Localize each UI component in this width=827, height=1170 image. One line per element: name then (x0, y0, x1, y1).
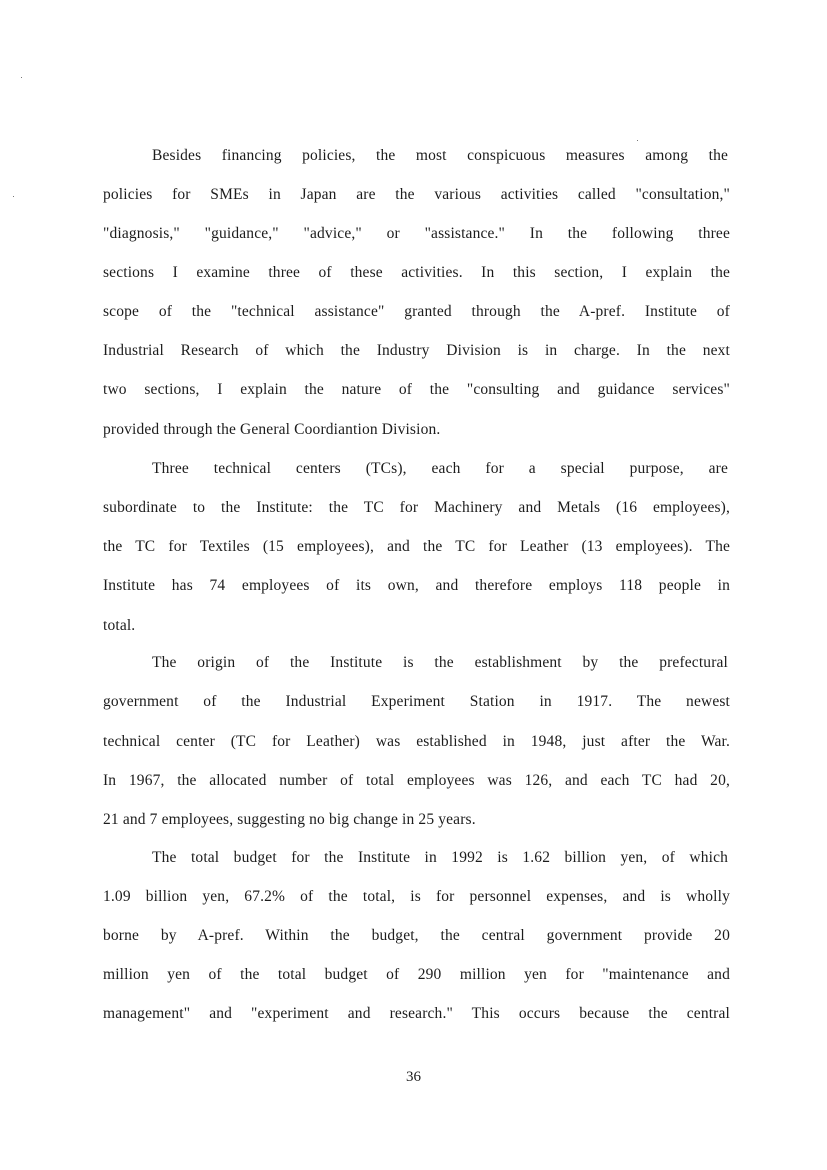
paragraph-1-line-3: "diagnosis," "guidance," "advice," or "assistance." In the following three (103, 225, 730, 242)
paragraph-2-line-2: subordinate to the Institute: the TC for Machinery and Metals (16 employees), (103, 499, 730, 516)
scan-speck (13, 196, 14, 197)
paragraph-3-line-4: In 1967, the allocated number of total employees was 126, and each TC had 20, (103, 772, 730, 789)
paragraph-4-line-4: million yen of the total budget of 290 million yen for "maintenance and (103, 966, 730, 983)
paragraph-1-line-8: provided through the General Coordiantion Division. (103, 421, 441, 438)
scan-speck (637, 140, 638, 141)
paragraph-1-line-1: Besides financing policies, the most conspicuous measures among the (152, 147, 728, 164)
paragraph-1-line-6: Industrial Research of which the Industry Division is in charge. In the next (103, 342, 730, 359)
paragraph-3-line-5: 21 and 7 employees, suggesting no big change in 25 years. (103, 811, 476, 828)
paragraph-1-line-7: two sections, I explain the nature of the "consulting and guidance services" (103, 381, 730, 398)
paragraph-2-line-4: Institute has 74 employees of its own, and therefore employs 118 people in (103, 577, 730, 594)
paragraph-4-line-3: borne by A-pref. Within the budget, the central government provide 20 (103, 927, 730, 944)
paragraph-2-line-1: Three technical centers (TCs), each for a special purpose, are (152, 460, 728, 477)
paragraph-4-line-2: 1.09 billion yen, 67.2% of the total, is for personnel expenses, and is wholly (103, 888, 730, 905)
paragraph-1-line-4: sections I examine three of these activities. In this section, I explain the (103, 264, 730, 281)
paragraph-1-line-2: policies for SMEs in Japan are the various activities called "consultation," (103, 186, 730, 203)
paragraph-4-line-5: management" and "experiment and research." This occurs because the central (103, 1005, 730, 1022)
paragraph-3-line-2: government of the Industrial Experiment Station in 1917. The newest (103, 693, 730, 710)
page-number: 36 (406, 1069, 421, 1085)
paragraph-3-line-1: The origin of the Institute is the establishment by the prefectural (152, 654, 728, 671)
paragraph-3-line-3: technical center (TC for Leather) was established in 1948, just after the War. (103, 733, 730, 750)
paragraph-2-line-5: total. (103, 617, 136, 634)
paragraph-2-line-3: the TC for Textiles (15 employees), and the TC for Leather (13 employees). The (103, 538, 730, 555)
paragraph-1-line-5: scope of the "technical assistance" granted through the A-pref. Institute of (103, 303, 730, 320)
paragraph-4-line-1: The total budget for the Institute in 1992 is 1.62 billion yen, of which (152, 849, 728, 866)
scan-speck (21, 77, 22, 78)
